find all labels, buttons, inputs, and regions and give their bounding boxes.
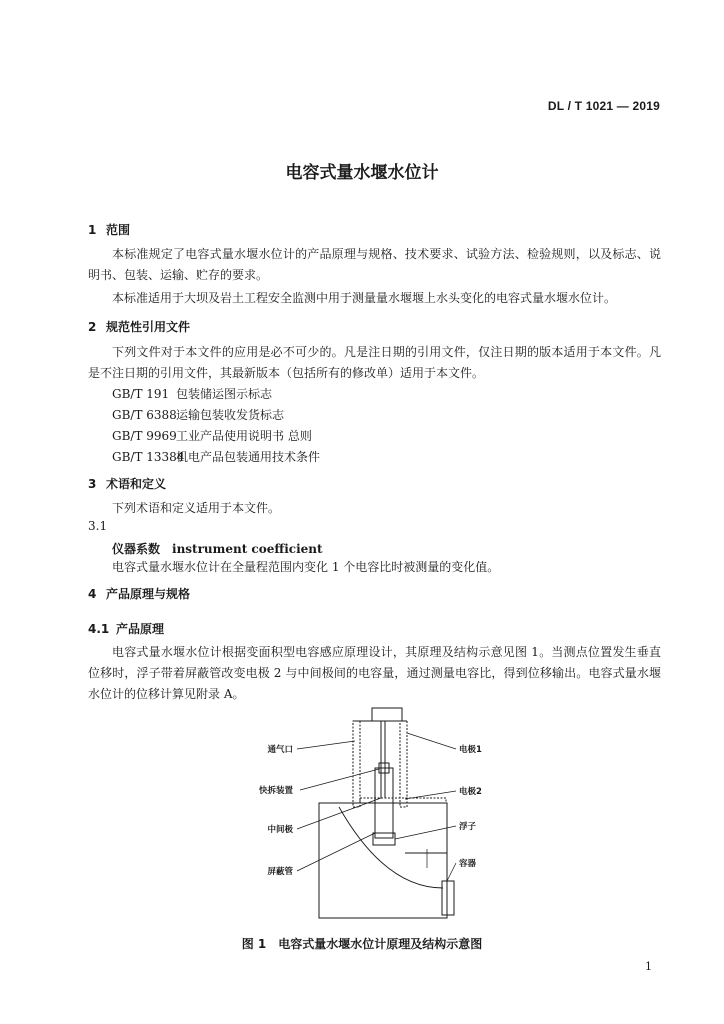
top-cap [372,708,402,721]
leader-line [297,833,375,871]
leader-line [297,741,355,749]
clause-number: 3.1 [88,519,108,533]
reference-code: GB/T 191 [112,387,170,401]
label-middle-pole: 中间极 [267,825,293,835]
left-tube-wall [353,721,360,807]
section-2-paragraph-1: 下列文件对于本文件的应用是必不可少的。凡是注日期的引用文件，仅注日期的版本适用于本文件。凡是不注日期的引用文件，其最新版本（包括所有的修改单）适用于本文件。 [88,345,661,380]
section-number: 3 [88,477,97,491]
section-1-heading [88,221,130,238]
term-entry [112,540,323,557]
document-title: 电容式量水堰水位计 [285,163,439,183]
figure-1-diagram [255,703,495,925]
subsection-number: 4.1 [88,622,110,636]
label-electrode-2: 电极2 [459,787,482,797]
term-definition: 电容式量水堰水位计在全量程范围内变化 1 个电容比时被测量的变化值。 [112,560,500,574]
section-title: 规范性引用文件 [106,320,191,334]
reference-name: 工业产品使用说明书 总则 [176,429,312,443]
section-2-heading [88,318,190,335]
right-tube-wall [400,721,407,807]
float-body [373,833,395,845]
sweep-arc [339,807,443,888]
container-outlet [442,881,454,915]
electrode-2-band [360,798,446,803]
section-number: 4 [88,587,97,601]
section-4-heading [88,585,190,602]
section-3-paragraph-1: 下列术语和定义适用于本文件。 [112,501,281,515]
page-number: 1 [645,960,652,973]
section-4-1-paragraph: 电容式量水堰水位计根据变面积型电容感应原理设计，其原理及结构示意见图 1。当测点位置发生垂直位移时，浮子带着屏蔽管改变电极 2 与中间极间的电容量，通过测量电容比，得到位移输出。电容式量水堰水位计的位移计算见附录 A。 [88,645,661,701]
label-container: 容器 [459,859,477,869]
leader-line [447,863,456,881]
term-chinese: 仪器系数 [112,542,161,556]
reference-name: 机电产品包装通用技术条件 [176,450,321,464]
label-float: 浮子 [459,822,477,832]
reference-code: GB/T 6388 [112,408,177,422]
figure-1-caption: 图 1 电容式量水堰水位计原理及结构示意图 [241,937,483,951]
subsection-4-1-heading [88,620,164,637]
reference-name: 运输包装收发货标志 [176,408,285,422]
leader-line [300,769,379,790]
reference-code: GB/T 13384 [112,450,185,464]
label-quick-disconnect: 快拆装置 [258,786,293,796]
reference-code: GB/T 9969 [112,429,177,443]
term-english: instrument coefficient [172,542,323,556]
leader-line [407,733,456,749]
section-1-paragraph-2: 本标准适用于大坝及岩土工程安全监测中用于测量量水堰堰上水头变化的电容式量水堰水位计。 [112,291,617,305]
subsection-title: 产品原理 [116,622,165,636]
label-electrode-1: 电极1 [459,745,482,755]
reference-item [112,406,284,423]
section-title: 术语和定义 [106,477,167,491]
section-1-paragraph-1: 本标准规定了电容式量水堰水位计的产品原理与规格、技术要求、试验方法、检验规则，以及标志、说明书、包装、运输、贮存的要求。 [88,247,661,282]
reference-item [112,385,272,402]
section-number: 2 [88,320,97,334]
section-title: 范围 [106,223,131,237]
label-shield-tube: 屏蔽管 [267,867,293,877]
container-box [319,803,447,918]
section-title: 产品原理与规格 [106,587,191,601]
label-vent: 通气口 [267,745,293,755]
reference-item [112,448,320,465]
reference-name: 包装储运图示标志 [176,387,273,401]
reference-item [112,427,312,444]
standard-code: DL / T 1021 — 2019 [547,99,660,113]
section-number: 1 [88,223,97,237]
section-3-heading [88,475,166,492]
